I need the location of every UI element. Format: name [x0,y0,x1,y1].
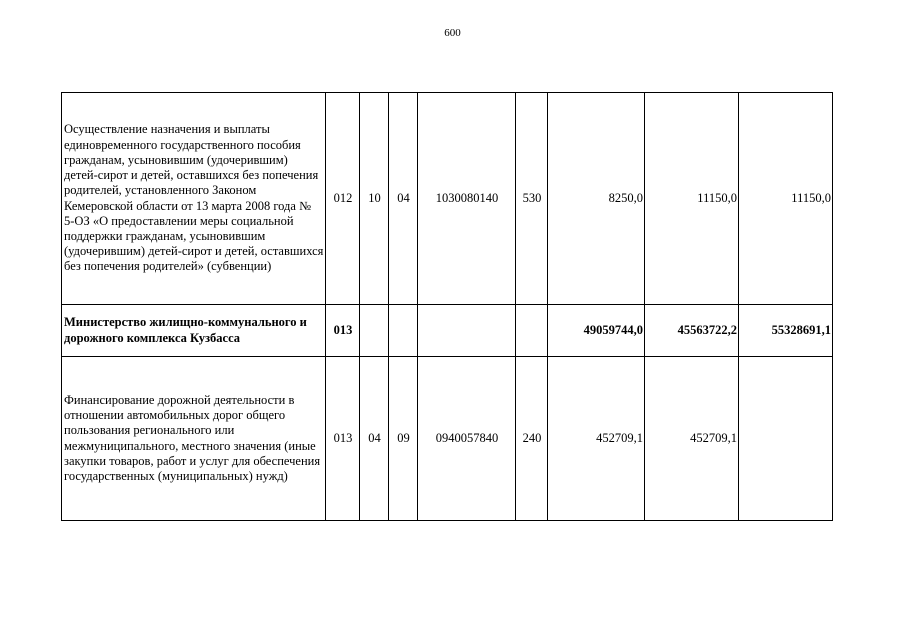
ministry-code: 013 [326,357,360,521]
expense-type-code: 530 [516,93,548,305]
amount-year-2: 11150,0 [645,93,739,305]
section-code: 10 [360,93,389,305]
row-description: Финансирование дорожной деятельности в отношении автомобильных дорог общего пользования регионального или межмуниципального, местного значения (иные закупки товаров, работ и услуг для обеспечения государственных (муниципальных) нужд) [62,357,326,521]
amount-year-2: 452709,1 [645,357,739,521]
page-number: 600 [444,27,461,39]
table-row [62,305,833,357]
budget-table [61,92,833,521]
subsection-code: 09 [389,357,418,521]
subsection-code [389,305,418,357]
row-description: Осуществление назначения и выплаты единовременного государственного пособия гражданам, усыновившим (удочерившим) детей-сирот и детей, оставшихся без попечения родителей, установленного Законом Кемеровской области от 13 марта 2008 года № 5-ОЗ «О предоставлении меры социальной поддержки гражданам, усыновившим (удочерившим) детей-сирот и детей, оставшихся без попечения родителей» (субвенции) [62,93,326,305]
amount-year-2: 45563722,2 [645,305,739,357]
target-article-code: 1030080140 [418,93,516,305]
table-row [62,357,833,521]
subsection-code: 04 [389,93,418,305]
section-code [360,305,389,357]
ministry-code: 012 [326,93,360,305]
table-row [62,93,833,305]
target-article-code: 0940057840 [418,357,516,521]
amount-year-1: 452709,1 [548,357,645,521]
amount-year-3: 55328691,1 [739,305,833,357]
amount-year-1: 8250,0 [548,93,645,305]
expense-type-code [516,305,548,357]
target-article-code [418,305,516,357]
amount-year-3 [739,357,833,521]
amount-year-3: 11150,0 [739,93,833,305]
row-description: Министерство жилищно-коммунального и дорожного комплекса Кузбасса [62,305,326,357]
expense-type-code: 240 [516,357,548,521]
section-code: 04 [360,357,389,521]
amount-year-1: 49059744,0 [548,305,645,357]
ministry-code: 013 [326,305,360,357]
